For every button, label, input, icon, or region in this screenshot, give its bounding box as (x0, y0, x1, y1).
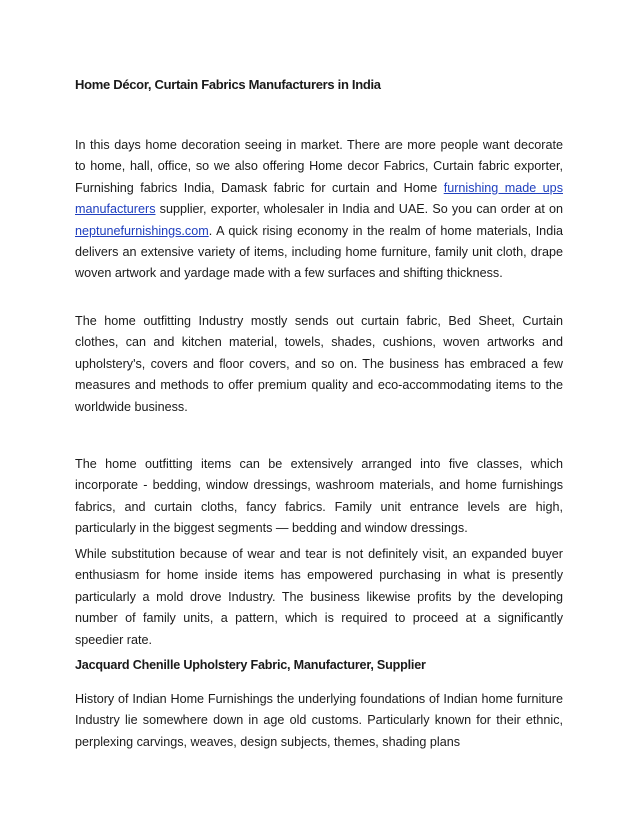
paragraph-substitution: While substitution because of wear and tear is not definitely visit, an expanded buyer enthusiasm for home inside items has empowered purchasing in what is presently particularly a mold drove Industry. The business likewise profits by the developing number of family units, a pattern, which is required to proceed at a significantly speedier rate. (75, 547, 563, 647)
neptunefurnishings-link[interactable]: neptunefurnishings.com (75, 223, 209, 238)
document-title: Home Décor, Curtain Fabrics Manufacturers in India (75, 77, 381, 92)
paragraph-intro (75, 135, 563, 285)
section-heading-jacquard: Jacquard Chenille Upholstery Fabric, Manufacturer, Supplier (75, 658, 426, 672)
furnishing-made-ups-link[interactable]: furnishing made ups manufacturers (75, 180, 563, 217)
paragraph-classes: The home outfitting items can be extensively arranged into five classes, which incorporate - bedding, window dressings, washroom materials, and home furnishings fabrics, and curtain cloths, fancy fabrics. Family unit entrance levels are high, particularly in the biggest segments — bedding and window dressings. (75, 457, 563, 536)
paragraph-history: History of Indian Home Furnishings the underlying foundations of Indian home furniture Industry lie somewhere down in age old customs. Particularly known for their ethnic, perplexing carvings, weaves, design subjects, themes, shading plans (75, 692, 563, 749)
paragraph-intro-text-3: . A quick rising economy in the realm of home materials, India delivers an extensive variety of items, including home furniture, family unit cloth, drape woven artwork and yardage made with a few surfaces and shifting thickness. (75, 223, 563, 281)
paragraph-intro-text-1: In this days home decoration seeing in market. There are more people want decorate to home, hall, office, so we also offering Home decor Fabrics, Curtain fabric exporter, Furnishing fabrics India, Damask fabric for curtain and Home (75, 138, 563, 195)
paragraph-intro-text-2: supplier, exporter, wholesaler in India and UAE. So you can order at on (155, 202, 563, 217)
paragraph-industry-exports: The home outfitting Industry mostly sends out curtain fabric, Bed Sheet, Curtain clothes, can and kitchen material, towels, shades, cushions, woven artworks and upholstery's, covers and floor covers, and so on. The business has embraced a few measures and methods to offer premium quality and eco-accommodating items to the worldwide business. (75, 314, 563, 414)
